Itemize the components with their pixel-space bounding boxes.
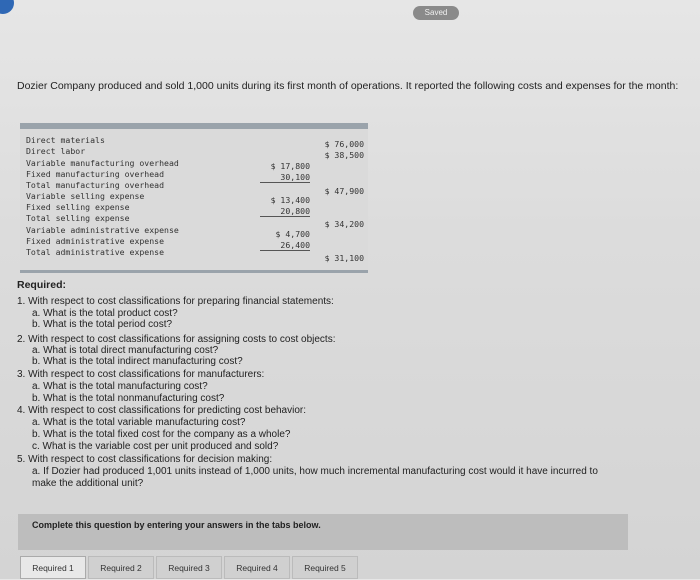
tab-required-1[interactable]: Required 1 [20,556,86,579]
instruction-text: Complete this question by entering your answers in the tabs below. [32,520,321,530]
question-2: 2. With respect to cost classifications for assigning costs to cost objects: [17,334,336,345]
question-3b: b. What is the total nonmanufacturing cost? [32,393,225,404]
table-row-label: Fixed administrative expense [26,236,165,246]
table-row-amount: $ 13,400 [270,195,310,205]
saved-status-badge: Saved [413,6,459,20]
tab-required-4[interactable]: Required 4 [224,556,290,579]
table-row-amount: $ 4,700 [275,229,310,239]
table-row-amount: 26,400 [260,240,310,251]
question-5a: a. If Dozier had produced 1,001 units instead of 1,000 units, how much incremental manufacturing cost would it have incurred to [32,466,598,477]
table-row-total: $ 47,900 [324,186,364,196]
tab-required-3[interactable]: Required 3 [156,556,222,579]
question-4b: b. What is the total fixed cost for the company as a whole? [32,429,291,440]
table-row-amount: $ 17,800 [270,161,310,171]
question-1: 1. With respect to cost classifications for preparing financial statements: [17,296,334,307]
question-3: 3. With respect to cost classifications for manufacturers: [17,369,265,380]
table-row-label: Total administrative expense [26,247,165,257]
table-row-total: $ 31,100 [324,253,364,263]
question-4c: c. What is the variable cost per unit produced and sold? [32,441,279,452]
table-row-label: Fixed selling expense [26,202,130,212]
cost-table [20,123,368,273]
table-row-label: Total manufacturing overhead [26,180,165,190]
table-row-total: $ 38,500 [324,150,364,160]
table-row-label: Variable administrative expense [26,225,179,235]
table-row-label: Variable manufacturing overhead [26,158,179,168]
table-row-amount: 30,100 [260,172,310,183]
required-heading: Required: [17,279,67,291]
question-5: 5. With respect to cost classifications for decision making: [17,454,273,465]
question-4a: a. What is the total variable manufacturing cost? [32,417,246,428]
tab-required-5[interactable]: Required 5 [292,556,358,579]
instruction-banner [18,514,628,550]
table-row-label: Variable selling expense [26,191,145,201]
app-logo [0,0,14,14]
question-2a: a. What is total direct manufacturing cost? [32,345,219,356]
table-row-label: Direct labor [26,146,86,156]
table-row-total: $ 76,000 [324,139,364,149]
table-row-amount: 20,800 [260,206,310,217]
question-2b: b. What is the total indirect manufacturing cost? [32,356,243,367]
question-1b: b. What is the total period cost? [32,319,173,330]
question-3a: a. What is the total manufacturing cost? [32,381,208,392]
tab-required-2[interactable]: Required 2 [88,556,154,579]
problem-intro: Dozier Company produced and sold 1,000 units during its first month of operations. It reported the following costs and expenses for the month: [17,80,679,92]
table-row-label: Total selling expense [26,213,130,223]
question-4: 4. With respect to cost classifications for predicting cost behavior: [17,405,307,416]
question-5a-cont: make the additional unit? [32,478,144,489]
table-row-label: Fixed manufacturing overhead [26,169,165,179]
question-1a: a. What is the total product cost? [32,308,178,319]
table-row-total: $ 34,200 [324,219,364,229]
table-row-label: Direct materials [26,135,105,145]
